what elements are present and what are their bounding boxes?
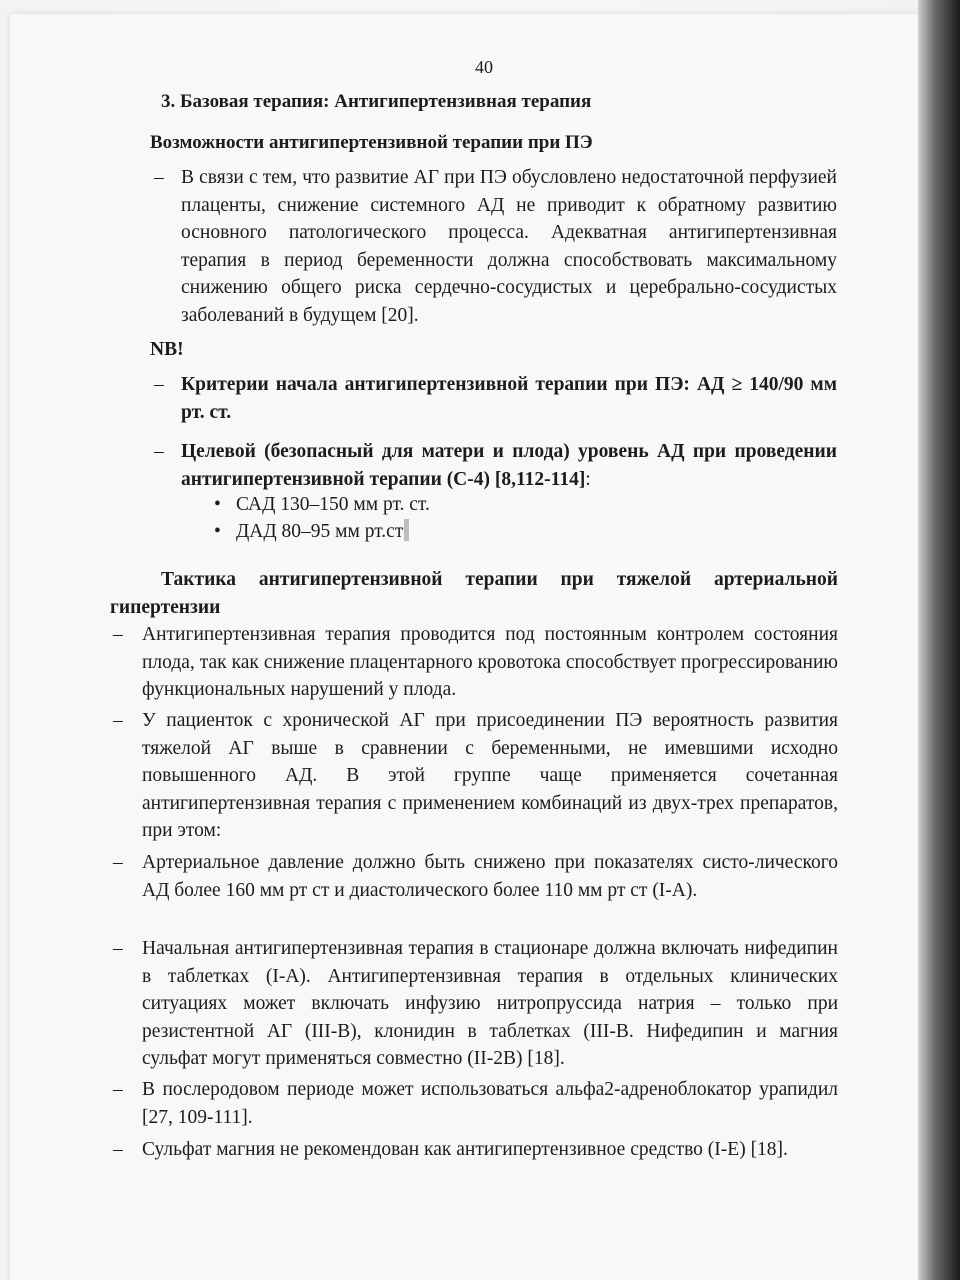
scan-edge-shadow [918, 0, 960, 1280]
section-heading: 3. Базовая терапия: Антигипертензивная терапия [161, 91, 592, 112]
document-page [10, 14, 918, 1280]
target-list-item [154, 438, 837, 493]
tactics-list-item [113, 1076, 838, 1131]
intro-text: В связи с тем, что развитие АГ при ПЭ обусловлено недостаточной перфузией плаценты, снижение системного АД не приводит к обратному развитию основного патологического процесса. Адекватная антигипертензивная терапия в период беременности должна способствовать максимальному снижению общего риска сердечно-сосудистых и церебрально-сосудистых заболеваний в будущем [20]. [181, 167, 837, 326]
tactics-list-item [113, 849, 838, 904]
text-cursor [404, 519, 409, 541]
dash-marker: – [154, 441, 164, 462]
target-text-tail: : [585, 468, 591, 490]
tactics-text: Сульфат магния не рекомендован как антигипертензивное средство (I-Е) [18]. [142, 1139, 788, 1160]
tactics-heading: Тактика антигипертензивной терапии при тяжелой артериальной гипертензии [110, 569, 838, 618]
tactics-text: Артериальное давление должно быть снижено при показателях систо-лического АД более 160 мм рт ст и диастолического более 110 мм рт ст (I-А). [142, 852, 838, 901]
dash-marker: – [113, 938, 123, 959]
dash-marker: – [113, 710, 123, 731]
bullet-text: ДАД 80–95 мм рт.ст [236, 521, 404, 542]
tactics-text: У пациенток с хронической АГ при присоединении ПЭ вероятность развития тяжелой АГ выше в сравнении с беременными, не имевшими исходно повышенного АД. В этой группе чаще применяется сочетанная антигипертензивная терапия с применением комбинаций из двух-трех препаратов, при этом: [142, 710, 838, 841]
criteria-list-item [154, 371, 837, 426]
dash-marker: – [113, 1139, 123, 1160]
bullet-text: САД 130–150 мм рт. ст. [236, 494, 430, 515]
dash-marker: – [113, 1079, 123, 1100]
dash-marker: – [113, 624, 123, 645]
tactics-list-item [113, 935, 838, 1073]
dash-marker: – [154, 167, 164, 188]
target-bullet-list [214, 491, 430, 545]
criteria-text: Критерии начала антигипертензивной терапии при ПЭ: АД ≥ 140/90 мм рт. ст. [181, 374, 837, 423]
tactics-list-item [113, 1136, 838, 1164]
tactics-text: Начальная антигипертензивная терапия в стационаре должна включать нифедипин в таблетках (I-А). Антигипертензивная терапия в отдельных клинических ситуациях может включать инфузию нитропруссида натрия – только при резистентной АГ (III-В), клонидин в таблетках (III-В. Нифедипин и магния сульфат могут применяться совместно (II-2В) [18]. [142, 938, 838, 1069]
tactics-text: Антигипертензивная терапия проводится под постоянным контролем состояния плода, так как снижение плацентарного кровотока способствует прогрессированию функциональных нарушений у плода. [142, 624, 838, 700]
bullet-item-dad [214, 518, 430, 545]
dash-marker: – [113, 852, 123, 873]
dash-marker: – [154, 374, 164, 395]
bullet-marker: • [214, 521, 221, 542]
tactics-list-item [113, 707, 838, 845]
tactics-list-item [113, 621, 838, 704]
nb-label: NB! [150, 339, 184, 360]
bullet-item-sad [214, 491, 430, 518]
subheading: Возможности антигипертензивной терапии при ПЭ [150, 132, 593, 153]
page-number: 40 [475, 57, 493, 77]
bullet-marker: • [214, 494, 221, 515]
tactics-text: В послеродовом периоде может использоваться альфа2-адреноблокатор урапидил [27, 109-111]. [142, 1079, 838, 1128]
intro-list-item [154, 164, 837, 329]
target-text: Целевой (безопасный для матери и плода) уровень АД при проведении антигипертензивной терапии (С-4) [8,112-114] [181, 441, 837, 490]
